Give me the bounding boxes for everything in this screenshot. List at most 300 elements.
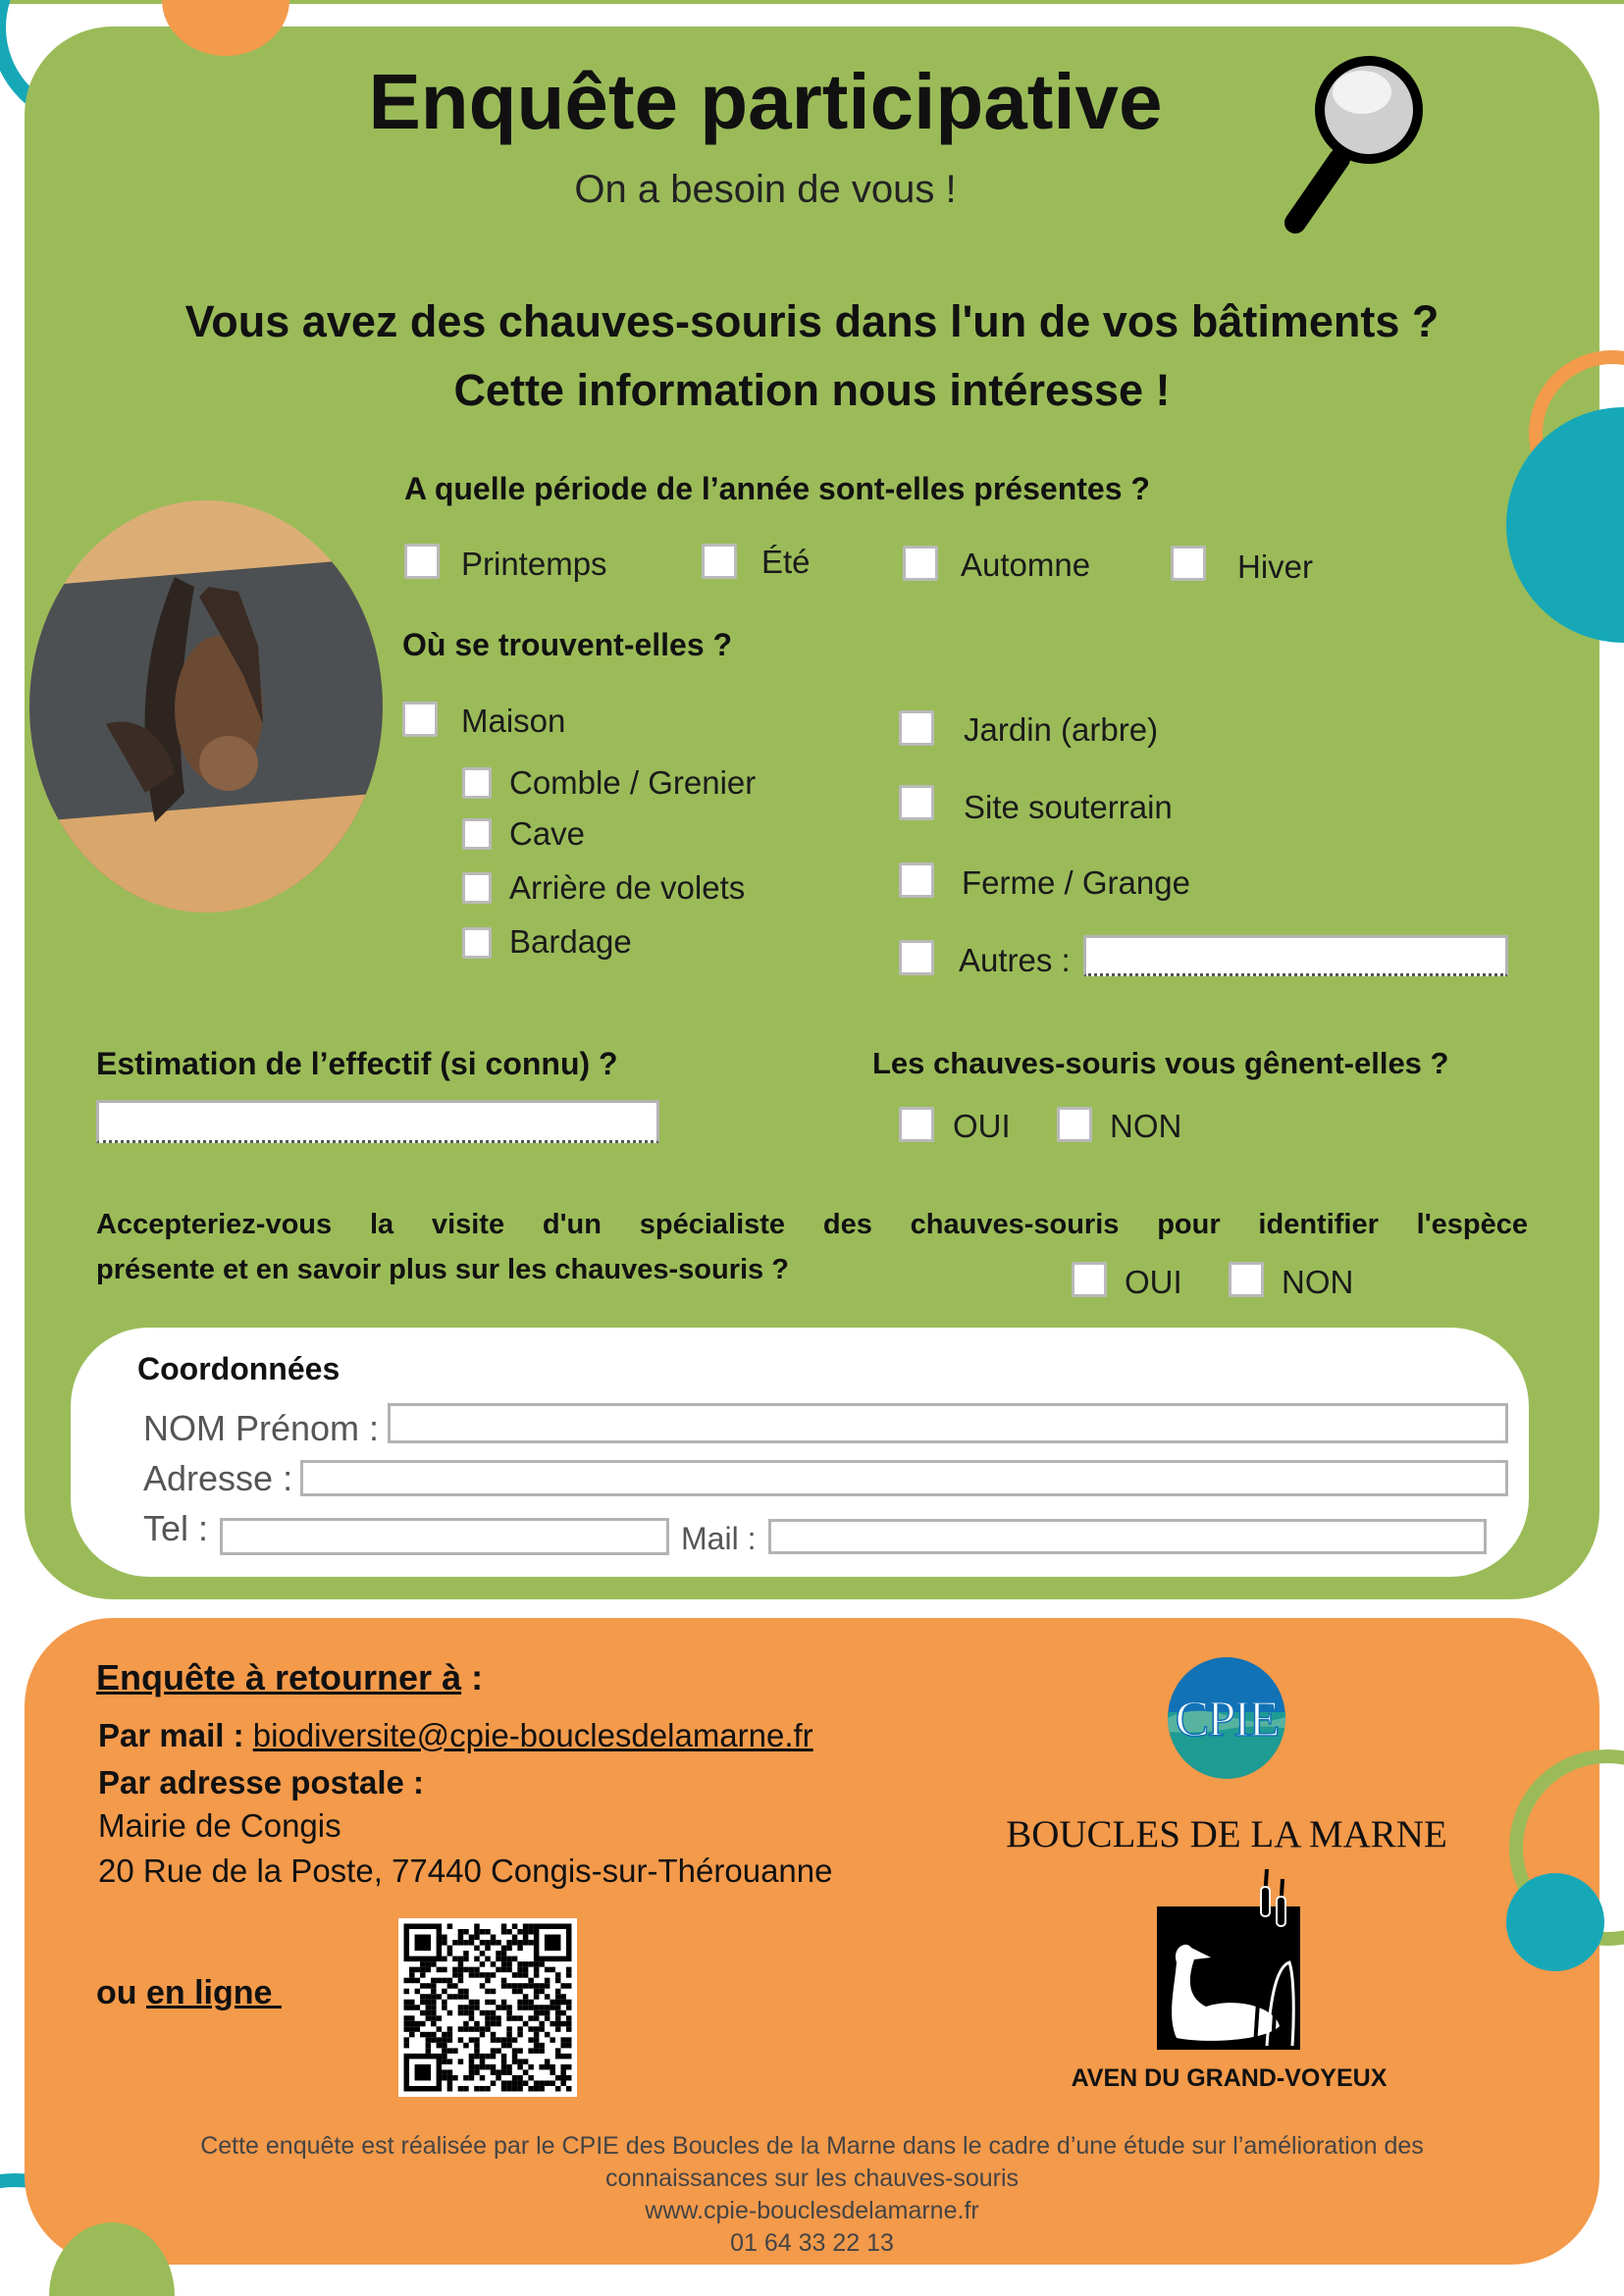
- qr-module: [545, 2032, 550, 2038]
- qr-module: [426, 2005, 432, 2010]
- checkbox-site-souterrain[interactable]: [899, 785, 934, 820]
- qr-module: [442, 2069, 447, 2075]
- qr-module: [517, 1972, 523, 1978]
- qr-module: [480, 1929, 486, 1935]
- qr-module: [506, 2010, 512, 2016]
- qr-module: [560, 2054, 566, 2060]
- qr-module: [555, 2075, 561, 2081]
- qr-module: [506, 2005, 512, 2010]
- address-label: Adresse :: [143, 1458, 293, 1498]
- qr-module: [415, 2005, 421, 2010]
- qr-module: [534, 2086, 540, 2092]
- qr-module: [566, 2054, 572, 2060]
- qr-module: [485, 2086, 491, 2092]
- qr-module: [512, 2086, 518, 2092]
- qr-module: [555, 1978, 561, 1984]
- qr-module: [560, 1983, 566, 1989]
- checkbox-visit-non[interactable]: [1229, 1262, 1264, 1297]
- qr-module: [517, 2032, 523, 2038]
- qr-module: [539, 2064, 545, 2070]
- qr-module: [442, 2054, 447, 2060]
- qr-module: [501, 1951, 507, 1957]
- label-visit-non: NON: [1282, 1264, 1354, 1300]
- label-comble-grenier: Comble / Grenier: [509, 764, 757, 801]
- checkbox-automne[interactable]: [903, 546, 938, 581]
- qr-module: [485, 1989, 491, 1995]
- checkbox-hiver[interactable]: [1171, 546, 1206, 581]
- qr-module: [496, 2037, 501, 2043]
- qr-module: [491, 1940, 497, 1946]
- qr-module: [534, 2005, 540, 2010]
- qr-module: [539, 2048, 545, 2054]
- footer-line-2: connaissances sur les chauves-souris: [604, 2165, 1020, 2192]
- qr-module: [474, 2021, 480, 2027]
- qr-module: [463, 2010, 469, 2016]
- qr-module: [501, 1924, 507, 1930]
- qr-module: [420, 2010, 426, 2016]
- qr-module: [545, 2080, 550, 2086]
- qr-module: [420, 1994, 426, 2000]
- qr-module: [437, 2015, 443, 2021]
- qr-module: [480, 2026, 486, 2032]
- checkbox-ete[interactable]: [702, 544, 737, 579]
- qr-module: [517, 2048, 523, 2054]
- name-input[interactable]: [388, 1403, 1508, 1443]
- qr-module: [420, 1961, 426, 1967]
- qr-module: [528, 2086, 534, 2092]
- qr-module: [566, 2037, 572, 2043]
- qr-module: [458, 1961, 464, 1967]
- qr-module: [480, 1972, 486, 1978]
- deco-right-lower-circles: [1501, 1742, 1624, 1977]
- qr-module: [431, 2037, 437, 2043]
- qr-module: [501, 1946, 507, 1952]
- tel-input[interactable]: [220, 1518, 669, 1555]
- qr-module: [458, 1957, 464, 1962]
- qr-module: [517, 2086, 523, 2092]
- qr-module: [528, 2037, 534, 2043]
- qr-module: [560, 2021, 566, 2027]
- aven-name: AVEN DU GRAND-VOYEUX: [1071, 2064, 1388, 2092]
- qr-module: [420, 2032, 426, 2038]
- qr-module: [469, 2069, 475, 2075]
- headline-line-2: Cette information nous intéresse !: [453, 365, 1171, 415]
- qr-module: [534, 2010, 540, 2016]
- qr-module: [447, 1946, 453, 1952]
- label-ferme-grange: Ferme / Grange: [962, 864, 1190, 901]
- checkbox-printemps[interactable]: [404, 544, 440, 579]
- qr-module: [496, 1957, 501, 1962]
- qr-module: [409, 1978, 415, 1984]
- qr-module: [474, 1946, 480, 1952]
- qr-module: [469, 2026, 475, 2032]
- qr-module: [458, 1967, 464, 1973]
- qr-module: [447, 1983, 453, 1989]
- qr-module: [458, 1972, 464, 1978]
- grebe-logo: [1157, 1869, 1304, 2052]
- qr-module: [517, 2075, 523, 2081]
- return-heading-text: Enquête à retourner à: [96, 1657, 462, 1697]
- qr-module: [512, 1935, 518, 1941]
- cpie-logo-text: CPIE: [1175, 1692, 1279, 1748]
- qr-module: [409, 2032, 415, 2038]
- autres-input[interactable]: [1083, 935, 1508, 976]
- checkbox-jardin[interactable]: [899, 710, 934, 746]
- qr-module: [517, 1983, 523, 1989]
- qr-module: [426, 1994, 432, 2000]
- qr-module: [442, 2005, 447, 2010]
- qr-module: [426, 1967, 432, 1973]
- qr-module: [426, 2043, 432, 2049]
- qr-module: [534, 1983, 540, 1989]
- qr-module: [409, 2021, 415, 2027]
- qr-module: [534, 1994, 540, 2000]
- qr-module: [506, 2032, 512, 2038]
- qr-module: [404, 2021, 410, 2027]
- qr-module: [474, 2037, 480, 2043]
- qr-module: [517, 2064, 523, 2070]
- label-printemps: Printemps: [461, 546, 607, 582]
- page-subtitle: On a besoin de vous !: [574, 168, 957, 211]
- qr-module: [447, 2048, 453, 2054]
- qr-module: [431, 2015, 437, 2021]
- footer-website[interactable]: www.cpie-bouclesdelamarne.fr: [645, 2197, 979, 2224]
- qr-module: [485, 1972, 491, 1978]
- qr-module: [517, 1946, 523, 1952]
- qr-module: [550, 2037, 555, 2043]
- qr-module: [517, 2059, 523, 2064]
- qr-module: [404, 2037, 410, 2043]
- qr-module: [442, 1967, 447, 1973]
- qr-module: [550, 2021, 555, 2027]
- qr-module: [560, 2075, 566, 2081]
- qr-module: [463, 1994, 469, 2000]
- qr-module: [566, 2064, 572, 2070]
- qr-module: [474, 2000, 480, 2006]
- mail-line: [98, 1719, 813, 1751]
- qr-module: [442, 1940, 447, 1946]
- qr-module: [566, 2086, 572, 2092]
- checkbox-autres[interactable]: [899, 940, 934, 975]
- qr-module: [512, 2054, 518, 2060]
- return-heading-colon: :: [461, 1657, 484, 1697]
- qr-module: [555, 1972, 561, 1978]
- qr-module: [469, 2015, 475, 2021]
- checkbox-cave[interactable]: [462, 818, 492, 850]
- qr-module: [523, 1929, 529, 1935]
- qr-module: [555, 2005, 561, 2010]
- checkbox-ferme-grange[interactable]: [899, 862, 934, 898]
- qr-module: [539, 1989, 545, 1995]
- qr-module: [560, 2043, 566, 2049]
- qr-module: [463, 1967, 469, 1973]
- qr-module: [415, 2026, 421, 2032]
- qr-module: [480, 2059, 486, 2064]
- qr-module: [469, 2005, 475, 2010]
- qr-module: [437, 1994, 443, 2000]
- qr-module: [528, 1924, 534, 1930]
- qr-module: [491, 1961, 497, 1967]
- qr-module: [463, 1989, 469, 1995]
- qr-module: [560, 2080, 566, 2086]
- qr-module: [550, 2005, 555, 2010]
- label-bother-oui: OUI: [953, 1108, 1011, 1144]
- qr-module: [545, 2015, 550, 2021]
- qr-module: [491, 2010, 497, 2016]
- qr-module: [555, 2054, 561, 2060]
- qr-module: [474, 2054, 480, 2060]
- qr-module: [501, 2064, 507, 2070]
- qr-module: [458, 1994, 464, 2000]
- qr-module: [491, 1989, 497, 1995]
- qr-module: [426, 1961, 432, 1967]
- qr-module: [528, 1983, 534, 1989]
- qr-module: [463, 2086, 469, 2092]
- qr-module: [474, 1935, 480, 1941]
- qr-module: [566, 1967, 572, 1973]
- deco-orange-blob-top: [157, 0, 294, 59]
- qr-module: [426, 2032, 432, 2038]
- label-bardage: Bardage: [509, 923, 632, 960]
- qr-module: [463, 1957, 469, 1962]
- qr-module: [534, 1961, 540, 1967]
- qr-module: [512, 1924, 518, 1930]
- qr-module: [501, 2005, 507, 2010]
- qr-module: [447, 2032, 453, 2038]
- checkbox-comble-grenier[interactable]: [462, 767, 492, 799]
- qr-module: [458, 2010, 464, 2016]
- qr-module: [452, 1957, 458, 1962]
- qr-module: [550, 1967, 555, 1973]
- location-question: Où se trouvent-elles ?: [402, 627, 733, 662]
- qr-module: [501, 2000, 507, 2006]
- qr-module: [512, 1972, 518, 1978]
- qr-module: [517, 1989, 523, 1995]
- qr-module: [474, 2043, 480, 2049]
- qr-module: [534, 1967, 540, 1973]
- qr-module: [534, 1989, 540, 1995]
- qr-module: [485, 2015, 491, 2021]
- qr-module: [517, 1967, 523, 1973]
- qr-module: [517, 2000, 523, 2006]
- qr-module: [501, 2080, 507, 2086]
- qr-module: [420, 1967, 426, 1973]
- qr-module: [437, 2026, 443, 2032]
- qr-module: [420, 1983, 426, 1989]
- checkbox-arriere-de-volets[interactable]: [462, 872, 492, 904]
- qr-module: [501, 2037, 507, 2043]
- qr-module: [431, 2005, 437, 2010]
- qr-module: [442, 2037, 447, 2043]
- qr-module: [528, 2005, 534, 2010]
- qr-module: [523, 1935, 529, 1941]
- qr-module: [437, 2043, 443, 2049]
- qr-module: [496, 2048, 501, 2054]
- qr-module: [506, 1967, 512, 1973]
- qr-module: [431, 1989, 437, 1995]
- qr-module: [463, 2075, 469, 2081]
- qr-module: [415, 1978, 421, 1984]
- qr-module: [534, 2037, 540, 2043]
- cpie-name: BOUCLES DE LA MARNE: [1006, 1813, 1447, 1855]
- label-hiver: Hiver: [1237, 548, 1314, 585]
- qr-module: [566, 2015, 572, 2021]
- qr-module: [491, 2054, 497, 2060]
- qr-module: [442, 2032, 447, 2038]
- qr-module: [431, 1961, 437, 1967]
- qr-module: [528, 2026, 534, 2032]
- qr-module: [506, 2037, 512, 2043]
- qr-module: [452, 1967, 458, 1973]
- checkbox-maison[interactable]: [402, 702, 438, 737]
- qr-module: [469, 2010, 475, 2016]
- online-link[interactable]: en ligne: [145, 1974, 282, 2011]
- checkbox-bardage[interactable]: [462, 927, 492, 959]
- qr-module: [534, 1972, 540, 1978]
- footer-line-1: Cette enquête est réalisée par le CPIE des Boucles de la Marne dans le cadre d’une étude sur l’amélioration des: [200, 2132, 1424, 2160]
- qr-module: [442, 2059, 447, 2064]
- qr-module: [491, 2032, 497, 2038]
- qr-module: [512, 2059, 518, 2064]
- qr-module: [566, 2021, 572, 2027]
- checkbox-visit-oui[interactable]: [1072, 1262, 1107, 1297]
- qr-module: [523, 2069, 529, 2075]
- qr-module: [437, 2037, 443, 2043]
- qr-module: [517, 2015, 523, 2021]
- qr-module: [404, 2043, 410, 2049]
- qr-module: [506, 1983, 512, 1989]
- checkbox-bother-non[interactable]: [1057, 1107, 1092, 1142]
- qr-module: [517, 1940, 523, 1946]
- label-visit-oui: OUI: [1125, 1264, 1182, 1300]
- qr-module: [409, 2000, 415, 2006]
- qr-module: [458, 2086, 464, 2092]
- qr-module: [560, 2010, 566, 2016]
- qr-module: [512, 1940, 518, 1946]
- qr-module: [517, 2080, 523, 2086]
- qr-module: [415, 1989, 421, 1995]
- visit-question-line-1: Accepteriez-vous la visite d'un spécialiste des chauves-souris pour identifier l'espèce: [96, 1209, 1528, 1240]
- qr-module: [480, 2010, 486, 2016]
- qr-module: [560, 2064, 566, 2070]
- magnifier-icon: [1266, 51, 1442, 237]
- qr-module: [496, 1940, 501, 1946]
- qr-module: [560, 2069, 566, 2075]
- qr-module: [534, 2048, 540, 2054]
- label-cave: Cave: [509, 815, 586, 852]
- qr-module: [491, 2069, 497, 2075]
- qr-module: [545, 1978, 550, 1984]
- mail-input[interactable]: [768, 1519, 1487, 1554]
- qr-module: [560, 2000, 566, 2006]
- qr-module: [404, 2005, 410, 2010]
- qr-module: [506, 2043, 512, 2049]
- qr-module: [458, 2059, 464, 2064]
- estimation-input[interactable]: [96, 1100, 659, 1143]
- qr-module: [404, 2015, 410, 2021]
- qr-module: [550, 2069, 555, 2075]
- qr-module: [534, 2080, 540, 2086]
- qr-module: [512, 1983, 518, 1989]
- qr-module: [539, 2080, 545, 2086]
- qr-module: [545, 1967, 550, 1973]
- qr-module: [452, 2048, 458, 2054]
- qr-module: [555, 2021, 561, 2027]
- qr-module: [555, 2000, 561, 2006]
- qr-module: [437, 1978, 443, 1984]
- qr-module: [447, 2075, 453, 2081]
- qr-module: [506, 1961, 512, 1967]
- qr-module: [501, 2043, 507, 2049]
- qr-module: [447, 1994, 453, 2000]
- label-maison: Maison: [461, 703, 566, 739]
- address-input[interactable]: [300, 1460, 1508, 1496]
- qr-module: [517, 2026, 523, 2032]
- qr-module: [442, 1989, 447, 1995]
- qr-module: [485, 1929, 491, 1935]
- qr-module: [491, 2021, 497, 2027]
- qr-module: [545, 2064, 550, 2070]
- qr-module: [501, 1961, 507, 1967]
- postal-line-2: 20 Rue de la Poste, 77440 Congis-sur-Thérouanne: [98, 1852, 833, 1889]
- qr-module: [404, 2000, 410, 2006]
- qr-module: [409, 2026, 415, 2032]
- qr-module: [458, 2026, 464, 2032]
- qr-module: [469, 1972, 475, 1978]
- qr-module: [545, 1935, 561, 1952]
- qr-module: [501, 1967, 507, 1973]
- qr-code[interactable]: [398, 1918, 577, 2097]
- qr-module: [431, 2010, 437, 2016]
- qr-module: [485, 1957, 491, 1962]
- qr-module: [409, 1967, 415, 1973]
- qr-module: [566, 1972, 572, 1978]
- qr-module: [409, 2015, 415, 2021]
- qr-module: [523, 2005, 529, 2010]
- qr-module: [480, 1940, 486, 1946]
- qr-module: [463, 1940, 469, 1946]
- qr-module: [469, 2064, 475, 2070]
- qr-module: [523, 1983, 529, 1989]
- period-question: A quelle période de l’année sont-elles présentes ?: [404, 471, 1150, 506]
- qr-module: [555, 2010, 561, 2016]
- checkbox-bother-oui[interactable]: [899, 1107, 934, 1142]
- qr-module: [485, 2064, 491, 2070]
- qr-module: [506, 1940, 512, 1946]
- qr-module: [474, 1967, 480, 1973]
- qr-module: [409, 1972, 415, 1978]
- qr-module: [442, 2048, 447, 2054]
- qr-module: [523, 2059, 529, 2064]
- qr-module: [491, 1935, 497, 1941]
- label-arriere-de-volets: Arrière de volets: [509, 869, 746, 906]
- qr-module: [539, 2043, 545, 2049]
- qr-module: [426, 1983, 432, 1989]
- qr-module: [474, 1972, 480, 1978]
- email-link[interactable]: biodiversite@cpie-bouclesdelamarne.fr: [252, 1717, 813, 1753]
- qr-module: [491, 2064, 497, 2070]
- qr-module: [431, 2000, 437, 2006]
- estimation-question: Estimation de l’effectif (si connu) ?: [96, 1046, 618, 1081]
- qr-module: [404, 2026, 410, 2032]
- qr-module: [442, 1957, 447, 1962]
- qr-module: [452, 1940, 458, 1946]
- qr-module: [496, 2005, 501, 2010]
- qr-module: [480, 2086, 486, 2092]
- qr-module: [447, 2086, 453, 2092]
- qr-module: [404, 1978, 410, 1984]
- qr-module: [420, 2000, 426, 2006]
